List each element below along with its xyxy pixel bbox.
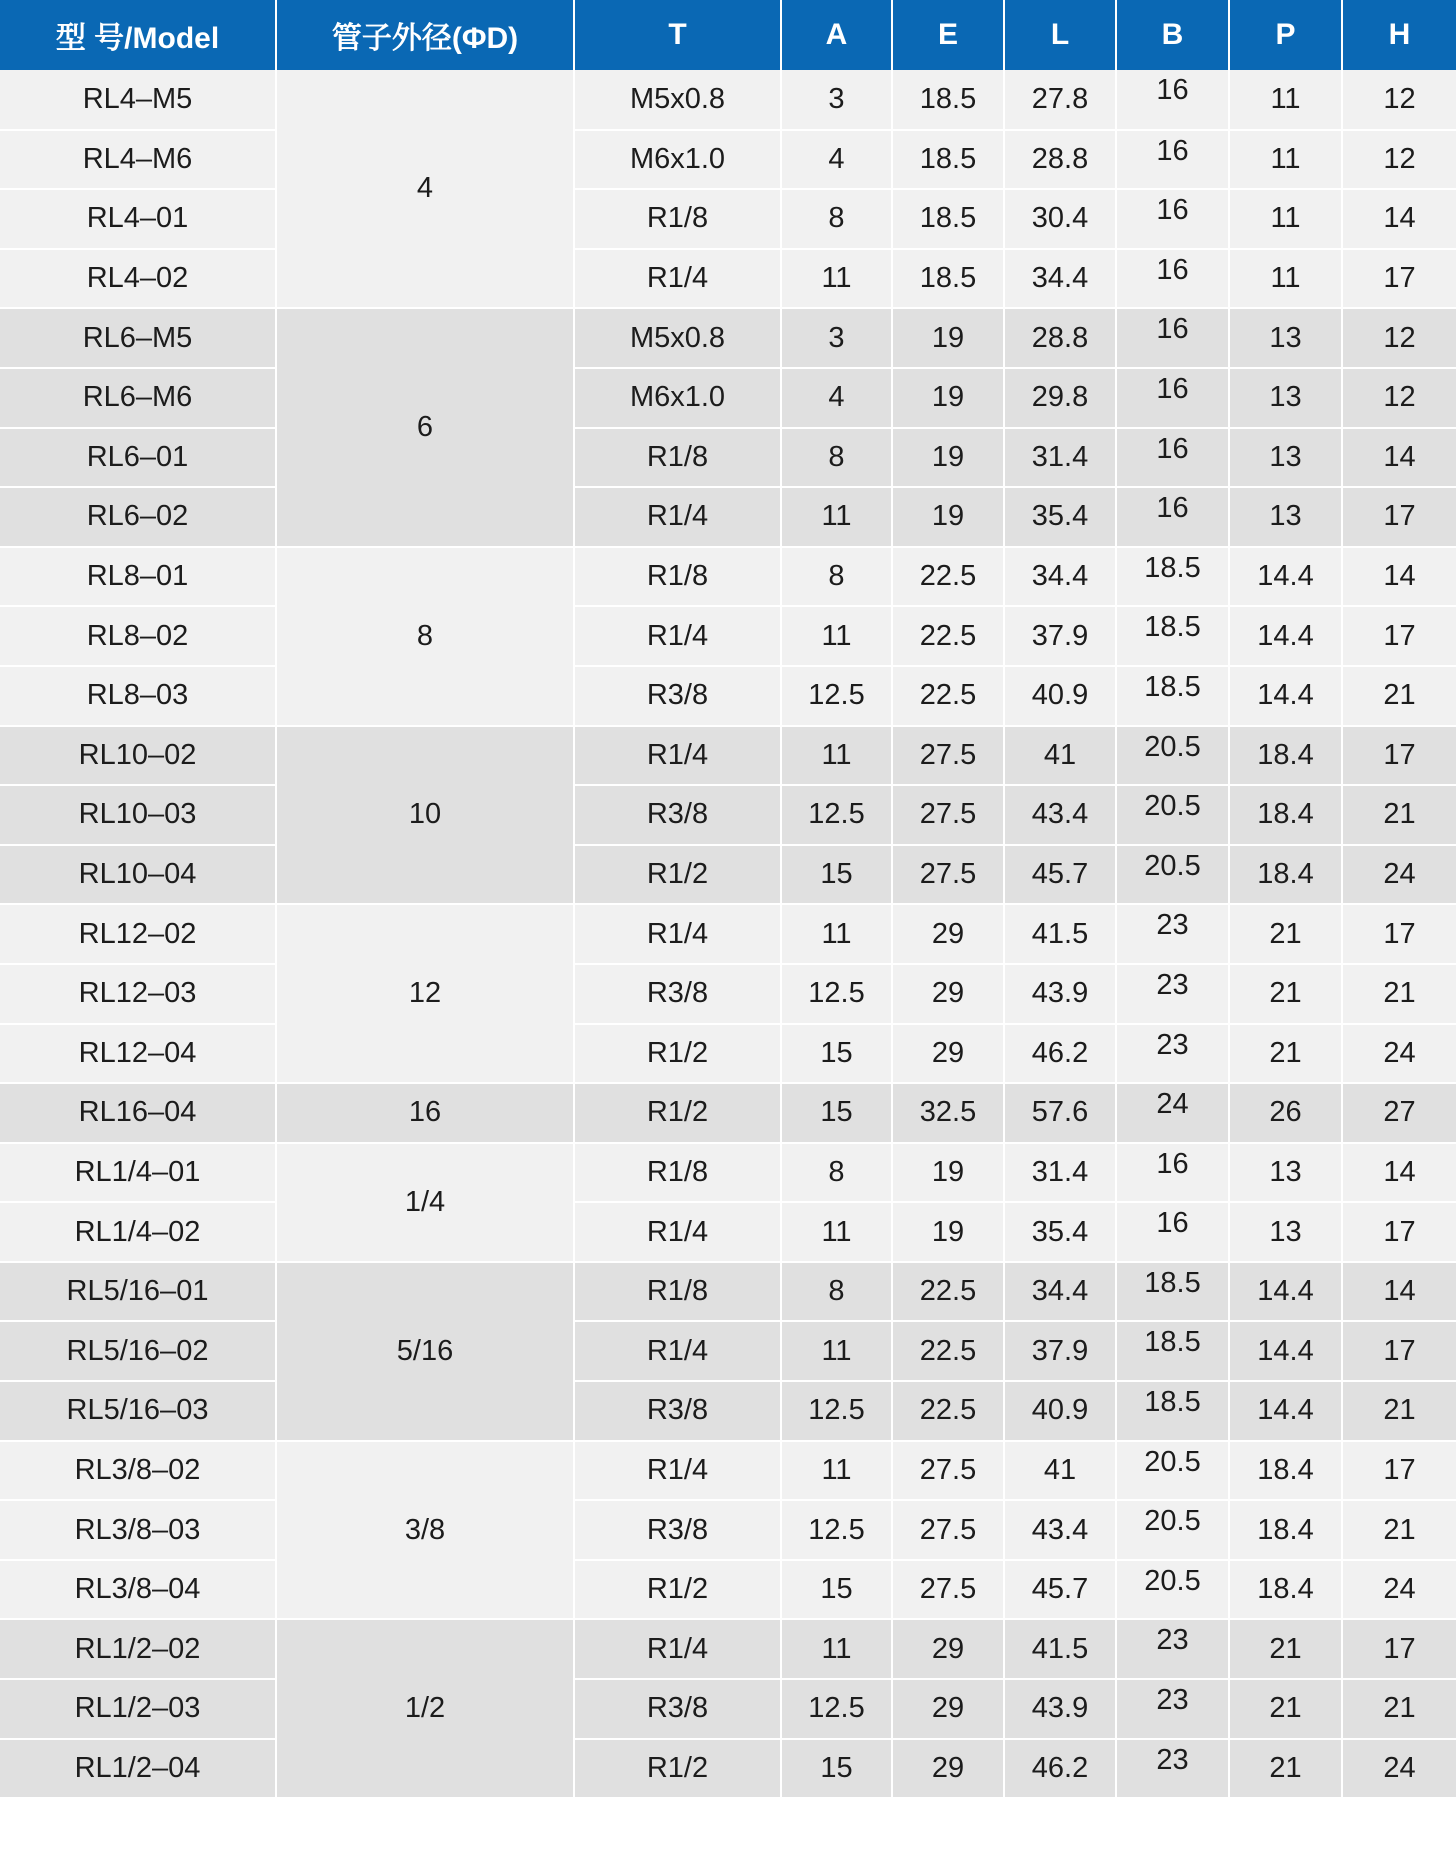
cell-p: 14.4 [1229,1321,1342,1381]
cell-tube-od: 3/8 [276,1441,574,1620]
table-row [0,308,1456,368]
cell-b: 16 [1116,249,1229,309]
cell-t: R3/8 [574,1381,781,1441]
table-row [0,1619,1456,1679]
header-row [0,0,1456,70]
table-row [0,1381,1456,1441]
cell-e: 29 [892,1024,1004,1084]
cell-e: 19 [892,487,1004,547]
cell-e: 19 [892,428,1004,488]
cell-a: 11 [781,487,892,547]
cell-h: 21 [1342,1381,1456,1441]
cell-l: 34.4 [1004,1262,1116,1322]
cell-h: 21 [1342,964,1456,1024]
cell-model: RL1/2–04 [0,1739,276,1799]
table-row [0,785,1456,845]
cell-e: 29 [892,1619,1004,1679]
cell-l: 46.2 [1004,1024,1116,1084]
cell-tube-od: 8 [276,547,574,726]
table-row [0,666,1456,726]
cell-p: 18.4 [1229,1441,1342,1501]
cell-l: 31.4 [1004,1143,1116,1203]
cell-p: 14.4 [1229,1262,1342,1322]
cell-p: 21 [1229,1739,1342,1799]
cell-h: 14 [1342,428,1456,488]
cell-e: 18.5 [892,249,1004,309]
cell-h: 17 [1342,1441,1456,1501]
cell-p: 13 [1229,428,1342,488]
cell-b: 18.5 [1116,547,1229,607]
cell-l: 41 [1004,726,1116,786]
cell-l: 46.2 [1004,1739,1116,1799]
cell-b: 16 [1116,1143,1229,1203]
cell-t: R1/4 [574,1441,781,1501]
table-row [0,130,1456,190]
cell-a: 8 [781,189,892,249]
cell-e: 19 [892,1143,1004,1203]
cell-p: 13 [1229,1202,1342,1262]
cell-a: 15 [781,845,892,905]
cell-b: 20.5 [1116,845,1229,905]
cell-h: 14 [1342,1143,1456,1203]
cell-b: 18.5 [1116,1381,1229,1441]
cell-l: 40.9 [1004,1381,1116,1441]
cell-p: 18.4 [1229,726,1342,786]
cell-model: RL10–04 [0,845,276,905]
cell-a: 12.5 [781,1500,892,1560]
cell-model: RL10–02 [0,726,276,786]
table-row [0,1560,1456,1620]
cell-p: 11 [1229,70,1342,130]
cell-tube-od: 10 [276,726,574,905]
cell-b: 20.5 [1116,785,1229,845]
cell-h: 24 [1342,1560,1456,1620]
header-h: H [1342,0,1456,70]
cell-t: R3/8 [574,785,781,845]
table-row [0,547,1456,607]
cell-b: 23 [1116,1679,1229,1739]
cell-h: 12 [1342,368,1456,428]
cell-e: 29 [892,904,1004,964]
cell-h: 17 [1342,487,1456,547]
cell-h: 17 [1342,726,1456,786]
cell-a: 15 [781,1560,892,1620]
cell-p: 26 [1229,1083,1342,1143]
table-row [0,1083,1456,1143]
cell-a: 3 [781,70,892,130]
cell-e: 29 [892,1739,1004,1799]
cell-model: RL16–04 [0,1083,276,1143]
cell-l: 45.7 [1004,845,1116,905]
cell-l: 35.4 [1004,487,1116,547]
cell-b: 18.5 [1116,666,1229,726]
cell-b: 18.5 [1116,1262,1229,1322]
cell-p: 13 [1229,368,1342,428]
cell-t: R1/2 [574,845,781,905]
cell-p: 21 [1229,1679,1342,1739]
cell-tube-od: 5/16 [276,1262,574,1441]
cell-l: 28.8 [1004,308,1116,368]
cell-p: 18.4 [1229,785,1342,845]
cell-p: 11 [1229,189,1342,249]
cell-p: 11 [1229,249,1342,309]
cell-l: 43.4 [1004,1500,1116,1560]
cell-t: R1/2 [574,1560,781,1620]
cell-h: 12 [1342,130,1456,190]
cell-e: 29 [892,1679,1004,1739]
cell-h: 27 [1342,1083,1456,1143]
cell-model: RL4–01 [0,189,276,249]
cell-h: 14 [1342,1262,1456,1322]
table-row [0,606,1456,666]
cell-e: 27.5 [892,845,1004,905]
cell-l: 30.4 [1004,189,1116,249]
cell-e: 22.5 [892,547,1004,607]
cell-e: 22.5 [892,1262,1004,1322]
cell-p: 21 [1229,904,1342,964]
cell-t: R1/4 [574,1321,781,1381]
cell-model: RL6–M6 [0,368,276,428]
header-b: B [1116,0,1229,70]
cell-t: R1/4 [574,487,781,547]
cell-l: 43.9 [1004,964,1116,1024]
cell-model: RL4–02 [0,249,276,309]
cell-e: 22.5 [892,1321,1004,1381]
cell-l: 41 [1004,1441,1116,1501]
cell-h: 21 [1342,1500,1456,1560]
cell-e: 22.5 [892,666,1004,726]
cell-l: 37.9 [1004,606,1116,666]
cell-l: 45.7 [1004,1560,1116,1620]
cell-model: RL10–03 [0,785,276,845]
cell-l: 57.6 [1004,1083,1116,1143]
cell-model: RL4–M6 [0,130,276,190]
header-p: P [1229,0,1342,70]
cell-model: RL3/8–04 [0,1560,276,1620]
cell-t: R1/2 [574,1739,781,1799]
cell-model: RL5/16–01 [0,1262,276,1322]
cell-p: 13 [1229,308,1342,368]
cell-t: R1/8 [574,1143,781,1203]
cell-t: M5x0.8 [574,70,781,130]
cell-a: 15 [781,1083,892,1143]
cell-t: R1/8 [574,1262,781,1322]
cell-b: 16 [1116,428,1229,488]
table-row [0,249,1456,309]
cell-l: 31.4 [1004,428,1116,488]
cell-l: 27.8 [1004,70,1116,130]
header-model: 型 号/Model [0,0,276,70]
table-row [0,70,1456,130]
cell-model: RL3/8–02 [0,1441,276,1501]
cell-a: 11 [781,726,892,786]
cell-b: 23 [1116,1024,1229,1084]
header-t: T [574,0,781,70]
cell-model: RL4–M5 [0,70,276,130]
cell-b: 16 [1116,487,1229,547]
cell-tube-od: 4 [276,70,574,308]
cell-model: RL6–02 [0,487,276,547]
cell-t: M6x1.0 [574,130,781,190]
cell-l: 41.5 [1004,904,1116,964]
cell-p: 14.4 [1229,666,1342,726]
cell-h: 17 [1342,249,1456,309]
cell-e: 27.5 [892,726,1004,786]
cell-model: RL1/2–02 [0,1619,276,1679]
cell-b: 18.5 [1116,606,1229,666]
cell-b: 16 [1116,70,1229,130]
cell-b: 16 [1116,1202,1229,1262]
cell-p: 21 [1229,1024,1342,1084]
header-e: E [892,0,1004,70]
cell-t: R1/4 [574,1202,781,1262]
table-row [0,904,1456,964]
cell-l: 41.5 [1004,1619,1116,1679]
cell-t: R1/2 [574,1024,781,1084]
cell-t: R3/8 [574,1679,781,1739]
cell-h: 17 [1342,1202,1456,1262]
cell-a: 12.5 [781,964,892,1024]
cell-h: 17 [1342,1619,1456,1679]
table-row [0,368,1456,428]
cell-e: 18.5 [892,189,1004,249]
cell-l: 35.4 [1004,1202,1116,1262]
cell-h: 17 [1342,904,1456,964]
cell-a: 4 [781,130,892,190]
table-row [0,964,1456,1024]
cell-a: 11 [781,1619,892,1679]
cell-model: RL6–M5 [0,308,276,368]
cell-t: R1/4 [574,1619,781,1679]
cell-l: 34.4 [1004,547,1116,607]
cell-a: 15 [781,1024,892,1084]
table-row [0,1321,1456,1381]
cell-t: R1/8 [574,547,781,607]
cell-model: RL5/16–03 [0,1381,276,1441]
cell-a: 8 [781,428,892,488]
cell-t: M6x1.0 [574,368,781,428]
cell-b: 16 [1116,368,1229,428]
table-row [0,487,1456,547]
cell-p: 21 [1229,964,1342,1024]
cell-e: 27.5 [892,1500,1004,1560]
cell-t: R1/4 [574,606,781,666]
cell-p: 11 [1229,130,1342,190]
cell-a: 12.5 [781,1381,892,1441]
cell-a: 8 [781,1143,892,1203]
cell-h: 24 [1342,1739,1456,1799]
cell-t: R3/8 [574,666,781,726]
cell-model: RL6–01 [0,428,276,488]
cell-l: 37.9 [1004,1321,1116,1381]
cell-model: RL8–02 [0,606,276,666]
cell-h: 17 [1342,606,1456,666]
cell-tube-od: 12 [276,904,574,1083]
cell-e: 32.5 [892,1083,1004,1143]
cell-p: 18.4 [1229,845,1342,905]
cell-model: RL1/2–03 [0,1679,276,1739]
cell-e: 18.5 [892,70,1004,130]
cell-e: 19 [892,308,1004,368]
table-row [0,1202,1456,1262]
table-row [0,726,1456,786]
table-row [0,1500,1456,1560]
cell-e: 27.5 [892,1441,1004,1501]
cell-h: 14 [1342,189,1456,249]
cell-tube-od: 6 [276,308,574,546]
cell-t: R1/2 [574,1083,781,1143]
cell-model: RL8–03 [0,666,276,726]
cell-model: RL12–02 [0,904,276,964]
cell-model: RL3/8–03 [0,1500,276,1560]
cell-model: RL5/16–02 [0,1321,276,1381]
cell-b: 23 [1116,964,1229,1024]
cell-e: 18.5 [892,130,1004,190]
table-row [0,428,1456,488]
header-l: L [1004,0,1116,70]
cell-e: 27.5 [892,785,1004,845]
cell-b: 23 [1116,1739,1229,1799]
header-od: 管子外径(ΦD) [276,0,574,70]
cell-tube-od: 1/4 [276,1143,574,1262]
cell-model: RL12–03 [0,964,276,1024]
cell-t: R3/8 [574,964,781,1024]
table-row [0,1441,1456,1501]
cell-a: 11 [781,1202,892,1262]
cell-l: 43.9 [1004,1679,1116,1739]
cell-e: 22.5 [892,1381,1004,1441]
cell-l: 43.4 [1004,785,1116,845]
cell-p: 13 [1229,487,1342,547]
cell-p: 18.4 [1229,1560,1342,1620]
cell-t: R1/8 [574,189,781,249]
cell-b: 16 [1116,130,1229,190]
cell-a: 11 [781,904,892,964]
cell-p: 18.4 [1229,1500,1342,1560]
cell-p: 14.4 [1229,1381,1342,1441]
cell-a: 4 [781,368,892,428]
cell-t: R1/4 [574,249,781,309]
cell-model: RL1/4–01 [0,1143,276,1203]
cell-a: 12.5 [781,666,892,726]
cell-a: 12.5 [781,785,892,845]
cell-h: 21 [1342,785,1456,845]
cell-l: 40.9 [1004,666,1116,726]
cell-l: 28.8 [1004,130,1116,190]
cell-b: 18.5 [1116,1321,1229,1381]
cell-a: 11 [781,1441,892,1501]
cell-a: 8 [781,1262,892,1322]
table-row [0,189,1456,249]
cell-b: 24 [1116,1083,1229,1143]
cell-model: RL1/4–02 [0,1202,276,1262]
cell-h: 17 [1342,1321,1456,1381]
cell-model: RL12–04 [0,1024,276,1084]
cell-t: R1/4 [574,904,781,964]
cell-l: 29.8 [1004,368,1116,428]
cell-b: 20.5 [1116,726,1229,786]
cell-a: 12.5 [781,1679,892,1739]
cell-h: 21 [1342,1679,1456,1739]
cell-model: RL8–01 [0,547,276,607]
cell-h: 21 [1342,666,1456,726]
cell-b: 23 [1116,904,1229,964]
cell-b: 20.5 [1116,1441,1229,1501]
cell-b: 23 [1116,1619,1229,1679]
cell-a: 11 [781,1321,892,1381]
cell-h: 24 [1342,1024,1456,1084]
table-row [0,1024,1456,1084]
table-row [0,1739,1456,1799]
cell-e: 22.5 [892,606,1004,666]
table-row [0,1262,1456,1322]
cell-l: 34.4 [1004,249,1116,309]
cell-e: 27.5 [892,1560,1004,1620]
cell-tube-od: 16 [276,1083,574,1143]
cell-b: 20.5 [1116,1500,1229,1560]
cell-e: 19 [892,368,1004,428]
cell-tube-od: 1/2 [276,1619,574,1798]
header-a: A [781,0,892,70]
cell-a: 3 [781,308,892,368]
table-body [0,70,1456,1798]
cell-t: R1/4 [574,726,781,786]
cell-p: 21 [1229,1619,1342,1679]
cell-h: 14 [1342,547,1456,607]
cell-h: 24 [1342,845,1456,905]
cell-h: 12 [1342,308,1456,368]
cell-a: 11 [781,606,892,666]
table-row [0,845,1456,905]
cell-a: 15 [781,1739,892,1799]
cell-a: 11 [781,249,892,309]
cell-p: 13 [1229,1143,1342,1203]
cell-t: R3/8 [574,1500,781,1560]
cell-b: 16 [1116,308,1229,368]
cell-e: 29 [892,964,1004,1024]
cell-b: 20.5 [1116,1560,1229,1620]
cell-p: 14.4 [1229,547,1342,607]
table-row [0,1143,1456,1203]
cell-p: 14.4 [1229,606,1342,666]
cell-t: R1/8 [574,428,781,488]
cell-b: 16 [1116,189,1229,249]
cell-t: M5x0.8 [574,308,781,368]
cell-h: 12 [1342,70,1456,130]
cell-e: 19 [892,1202,1004,1262]
table-header [0,0,1456,70]
cell-a: 8 [781,547,892,607]
table-row [0,1679,1456,1739]
